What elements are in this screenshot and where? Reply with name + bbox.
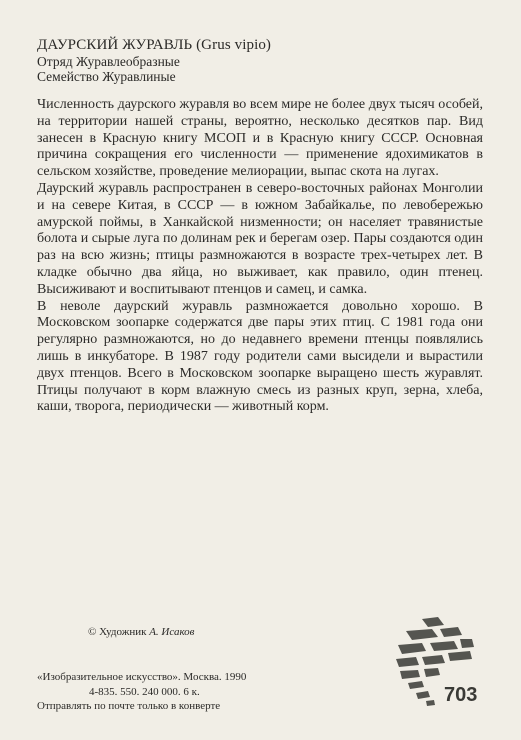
order-label: Отряд Журавлеобразные — [37, 54, 180, 69]
page-title: ДАУРСКИЙ ЖУРАВЛЬ (Grus vipio) — [37, 37, 272, 53]
zebra-stripes-icon — [392, 615, 482, 710]
header — [37, 36, 477, 84]
logo-number: 703 — [444, 684, 478, 706]
paragraph-range: Даурский журавль распространен в северо-восточных районах Монголии и на севере Китая, в СССР — в южном Забайкалье, по левобережью амурской поймы, в Ханкайской низменности; он населяет травянистые болота и сырые луга по долинам рек и берегам озер. Пары создаются один раз на всю жизнь; птицы размножаются в возрасте трех-четырех лет. В кладке обычно два яйца, но выживает, как правило, один птенец. Высиживают и воспитывают птенцов и самец, и самка. — [37, 180, 483, 297]
publisher-line: «Изобразительное искусство». Москва. 1990 — [37, 671, 247, 683]
credit-prefix: © Художник — [88, 626, 147, 638]
print-info-line: 4-835. 550. 240 000. 6 к. — [89, 685, 200, 698]
paragraph-captivity: В неволе даурский журавль размножается довольно хорошо. В Московском зоопарке содержатся две пары этих птиц. С 1981 года они регулярно размножаются, но до недавнего времени птенцы появлялись лишь в инкубаторе. В 1987 году родители сами высидели и вырастили двух птенцов. Всего в Московском зоопарке выращено шесть журавлят. Птицы получают в корм влажную смесь из разных круп, зерна, хлеба, каши, творога, периодически — животный корм. — [37, 298, 483, 415]
description — [37, 97, 483, 416]
artist-credit — [88, 626, 194, 638]
mailing-note: Отправлять по почте только в конверте — [37, 700, 221, 712]
artist-name: А. Исаков — [149, 626, 195, 638]
zebra-stripes-logo — [392, 615, 482, 710]
family-label: Семейство Журавлиные — [37, 69, 176, 84]
paragraph-population: Численность даурского журавля во всем мире не более двух тысяч особей, на территории нашей страны, вероятно, несколько десятков пар. Вид занесен в Красную книгу МСОП и в Красную книгу СССР. Основная причина сокращения его численности — применение ядохимикатов в сельском хозяйстве, проведение мелиорации, выпас скота на лугах. — [37, 97, 483, 180]
publisher-info — [37, 670, 246, 714]
